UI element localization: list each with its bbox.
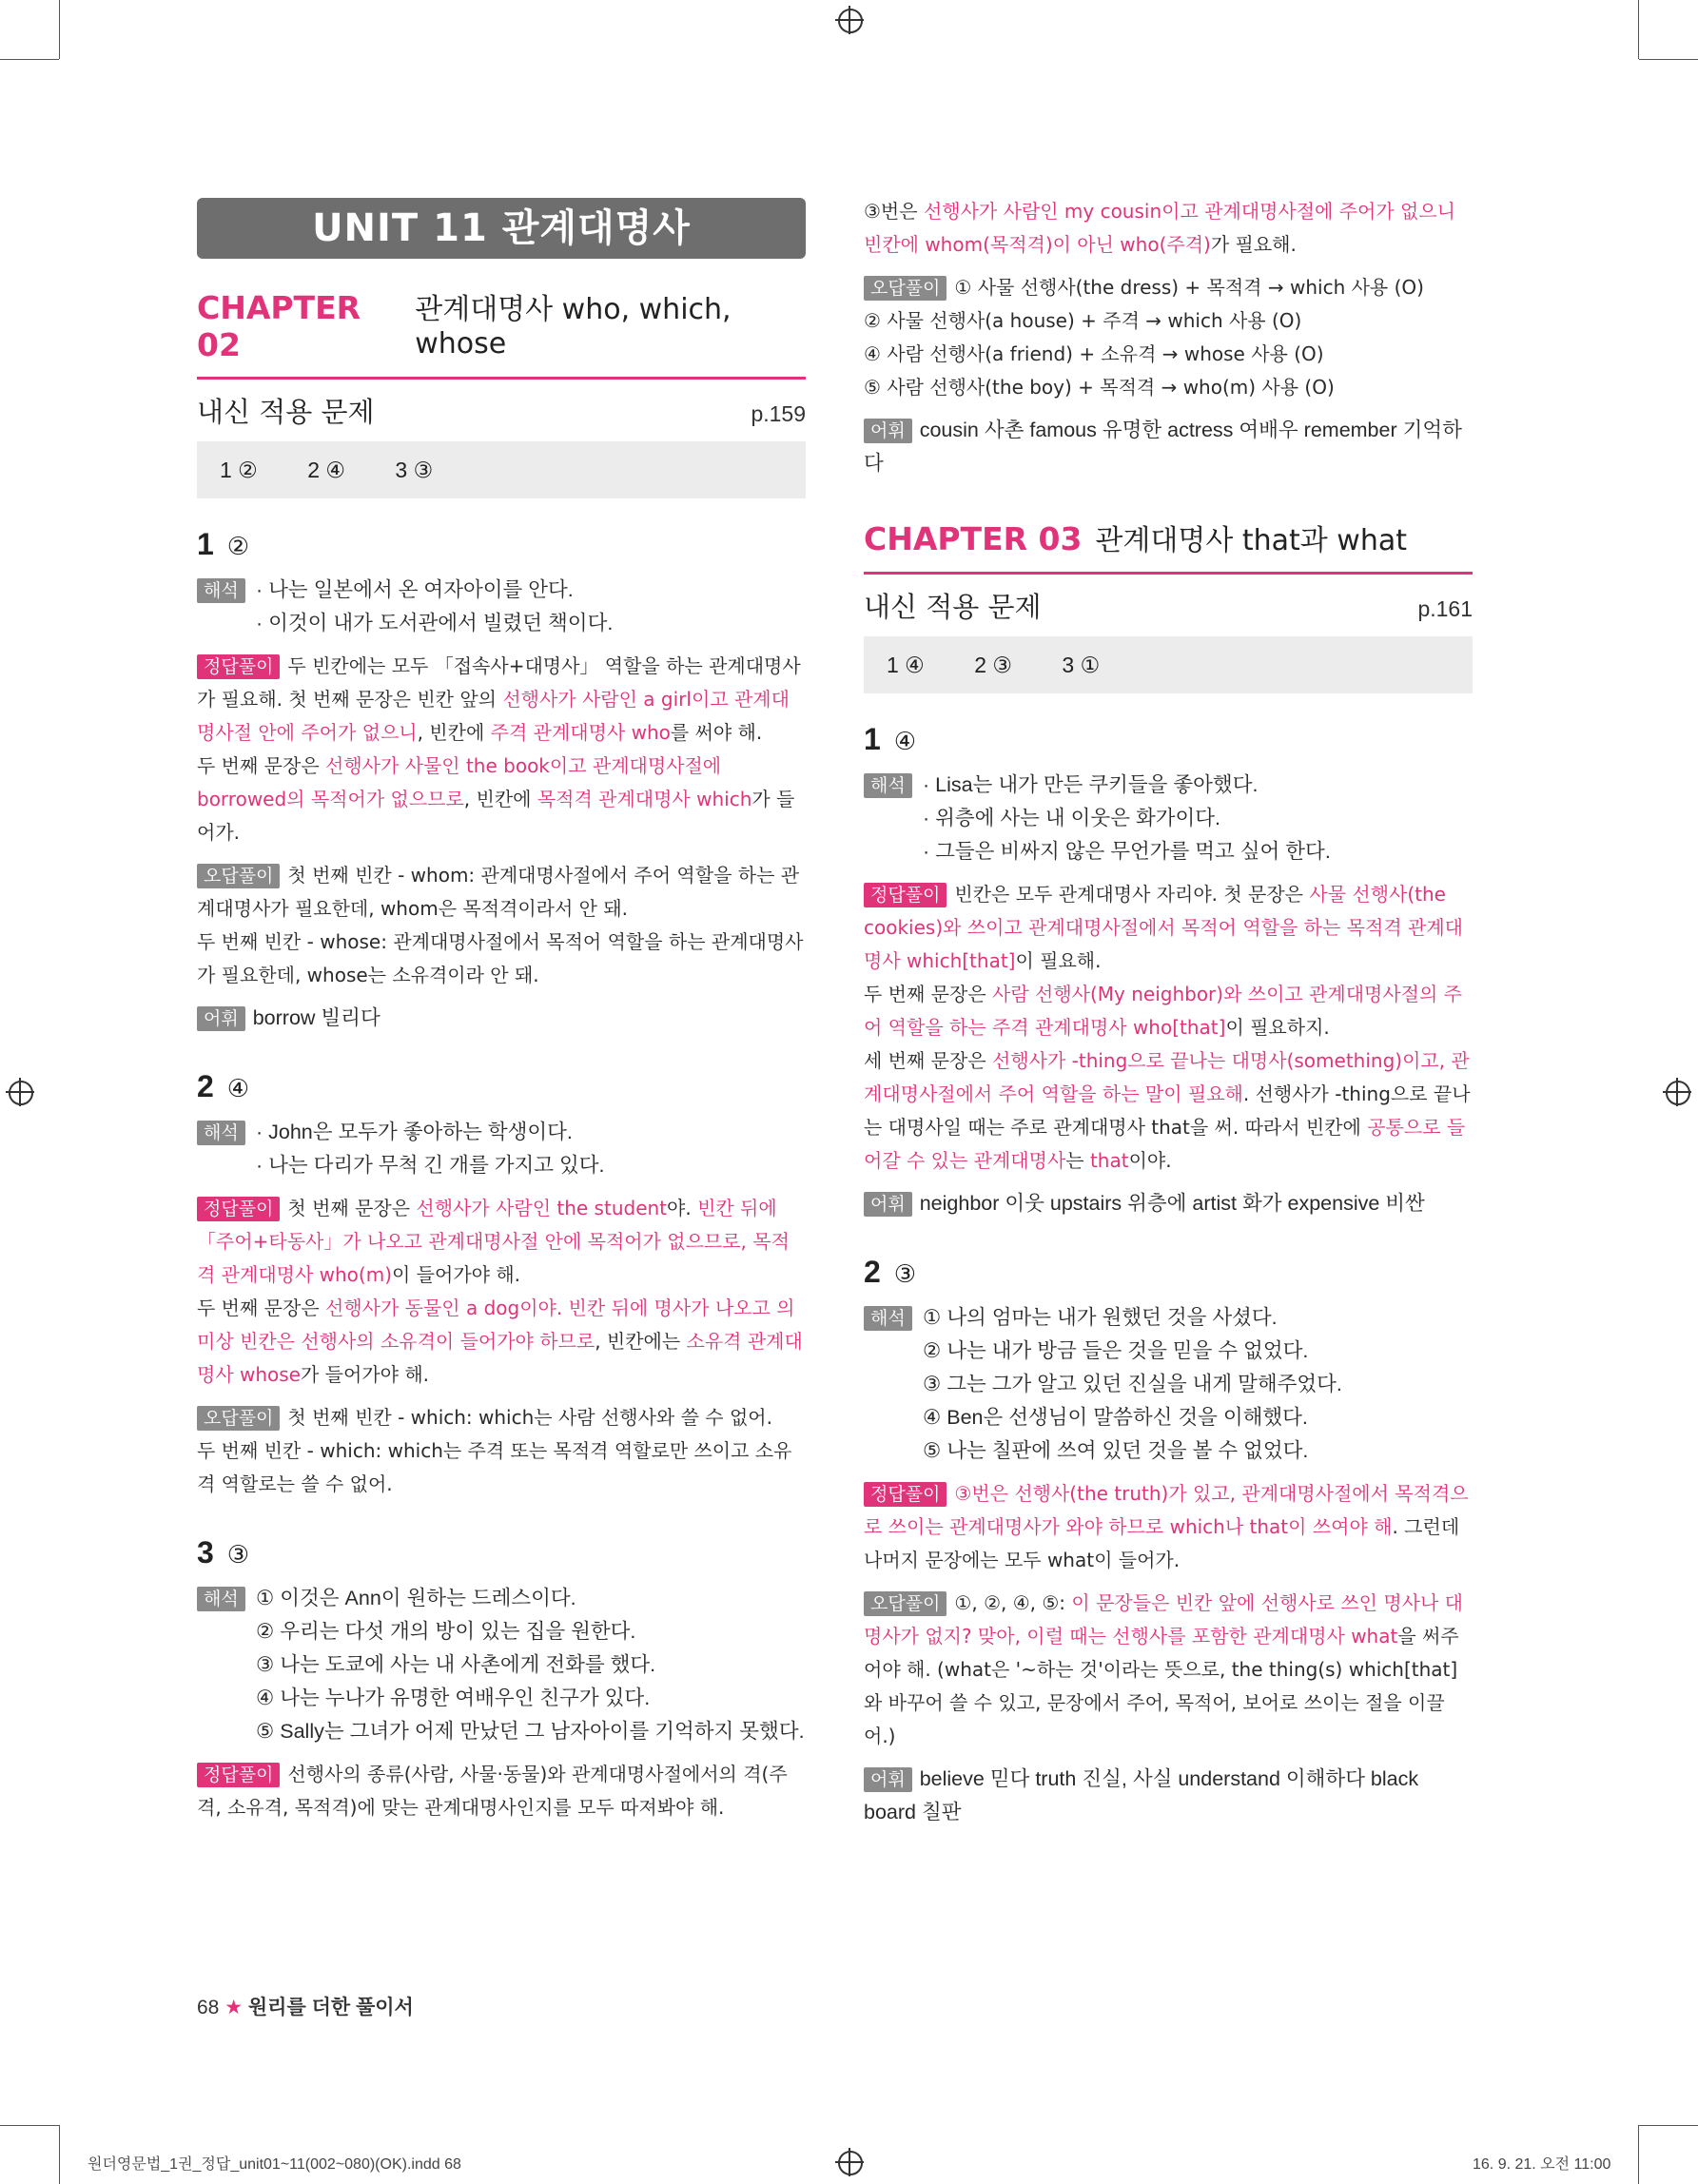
crop-mark-bottom-left-v	[59, 2125, 60, 2184]
print-slug-file: 원더영문법_1권_정답_unit01~11(002~080)(OK).indd 68	[88, 2156, 461, 2173]
section-header	[864, 586, 1473, 625]
solution-text: 이 필요하지.	[1225, 1016, 1330, 1039]
wrong-answer-text: 첫 번째 빈칸 - whom: 관계대명사절에서 주어 역할을 하는 관계대명사가 필요한데, whom은 목적격이라서 안 돼.	[197, 864, 800, 920]
answer-mark: ④	[226, 1074, 250, 1102]
wrong-answer-tag: 오답풀이	[864, 276, 947, 301]
vocab-text: believe 믿다 truth 진실, 사실 understand 이해하다 black board 칠판	[864, 1767, 1419, 1823]
translation-line: ⑤ Sally는 그녀가 어제 만났던 그 남자아이를 기억하지 못했다.	[256, 1720, 805, 1743]
translation-block	[197, 574, 806, 640]
translation-line: · 위층에 사는 내 이웃은 화가이다.	[923, 807, 1220, 829]
wrong-answer-text: ①, ②, ④, ⑤:	[954, 1591, 1072, 1614]
solution-paragraph	[197, 1192, 806, 1292]
solution-text: 두 번째 문장은	[864, 983, 992, 1005]
chapter-number: CHAPTER 02	[197, 289, 361, 363]
answer-key-item: 2 ③	[974, 653, 1013, 677]
solution-text: 첫 번째 문장은	[287, 1197, 417, 1219]
vocab-line	[864, 1763, 1473, 1829]
question-number: 2	[197, 1069, 214, 1103]
translation-line: ① 나의 엄마는 내가 원했던 것을 사셨다.	[923, 1306, 1278, 1329]
answer-mark: ③	[893, 1259, 917, 1288]
translation-line: ② 우리는 다섯 개의 방이 있는 집을 원한다.	[256, 1620, 636, 1643]
solution-highlight: ③번은 선행사(the truth)가 있고, 관계대명사절에서 목적격으로 쓰이는 관계대명사가 와야 하므로 which나 that이 쓰여야 해	[864, 1482, 1469, 1538]
translation-line: · John은 모두가 좋아하는 학생이다.	[256, 1121, 573, 1143]
section-title: 내신 적용 문제	[864, 591, 1042, 623]
solution-highlight: 공통으로 들어갈 수 있는 관계대명사	[864, 1116, 1466, 1172]
solution-text: . 선행사가 -thing으로 끝나는 대명사일 때는 주로 관계대명사 that을 써. 따라서 빈칸에	[864, 1082, 1471, 1139]
solution-paragraph	[197, 1758, 806, 1824]
answer-mark: ④	[893, 727, 917, 755]
crop-mark-bottom-left-h	[0, 2125, 59, 2126]
solution-highlight: 선행사가 -thing으로 끝나는 대명사(something)이고, 관계대명사절에서 주어 역할을 하는 말이 필요해	[864, 1049, 1470, 1105]
question-heading	[197, 527, 806, 562]
translation-tag: 해석	[864, 1306, 912, 1331]
solution-text: , 빈칸에는	[595, 1330, 687, 1353]
solution-text: 가 들어가야 해.	[301, 1363, 429, 1386]
solution-text: 이 들어가야 해.	[392, 1263, 520, 1286]
question-heading	[197, 1535, 806, 1570]
vocab-tag: 어휘	[864, 1767, 912, 1792]
solution-paragraph	[197, 650, 806, 750]
answer-key-bar	[197, 441, 806, 498]
book-title: 원리를 더한 풀이서	[247, 1997, 414, 2018]
solution-paragraph	[864, 1477, 1473, 1577]
translation-line: · 나는 다리가 무척 긴 개를 가지고 있다.	[256, 1154, 605, 1177]
print-slug-date: 16. 9. 21. 오전 11:00	[1473, 2156, 1611, 2173]
solution-highlight: 선행사가 사람인 a girl이고 관계대명사절 안에 주어가 없으니	[197, 688, 790, 744]
vocab-line	[197, 1002, 806, 1035]
translation-line: · 이것이 내가 도서관에서 빌렸던 책이다.	[256, 612, 614, 634]
solution-paragraph	[864, 978, 1473, 1044]
solution-tag: 정답풀이	[197, 654, 280, 679]
solution-tag: 정답풀이	[197, 1197, 280, 1221]
wrong-answer-item: ② 사물 선행사(a house) + 주격 → which 사용 (O)	[864, 309, 1302, 332]
registration-mark-bottom	[835, 2148, 864, 2176]
translation-line: · Lisa는 내가 만든 쿠키들을 좋아했다.	[923, 773, 1259, 796]
crop-mark-top-left-h	[0, 59, 59, 60]
solution-text: 야.	[667, 1197, 698, 1219]
solution-text: ③번은	[864, 200, 924, 223]
solution-text: 가 들어가.	[197, 788, 795, 844]
unit-banner: UNIT 11 관계대명사	[197, 198, 806, 259]
solution-text: 두 번째 문장은	[197, 1297, 325, 1319]
solution-text: 는	[1065, 1149, 1090, 1172]
solution-highlight: 주격 관계대명사 who	[490, 721, 671, 744]
translation-line: ③ 그는 그가 알고 있던 진실을 내게 말해주었다.	[923, 1373, 1342, 1395]
solution-highlight: 사물 선행사(the cookies)와 쓰이고 관계대명사절에서 목적어 역할을 하는 목적격 관계대명사 which[that]	[864, 883, 1463, 972]
solution-tag: 정답풀이	[864, 1482, 947, 1507]
wrong-answer-item: ④ 사람 선행사(a friend) + 소유격 → whose 사용 (O)	[864, 342, 1324, 365]
wrong-answer-list	[864, 271, 1473, 404]
wrong-answer-paragraph	[197, 1434, 806, 1501]
question-heading	[864, 722, 1473, 757]
translation-block	[864, 1301, 1473, 1468]
solution-text: 두 빈칸에는 모두 「접속사+대명사」 역할을 하는 관계대명사가 필요해. 첫 번째 문장은 빈칸 앞의	[197, 654, 801, 711]
wrong-answer-highlight: 이 문장들은 빈칸 앞에 선행사로 쓰인 명사나 대명사가 없지? 맞아, 이럴 때는 선행사를 포함한 관계대명사 what	[864, 1591, 1463, 1648]
solution-paragraph	[864, 1044, 1473, 1178]
section-header	[197, 391, 806, 430]
vocab-text: neighbor 이웃 upstairs 위층에 artist 화가 expensive 비싼	[919, 1192, 1425, 1215]
translation-tag: 해석	[197, 578, 245, 603]
solution-highlight: 목적격 관계대명사 which	[537, 788, 752, 810]
answer-mark: ③	[226, 1540, 250, 1569]
solution-text: 가 필요해.	[1210, 233, 1297, 256]
translation-tag: 해석	[197, 1121, 245, 1145]
page-footer	[197, 1992, 414, 2020]
solution-tag: 정답풀이	[864, 883, 947, 907]
solution-paragraph	[864, 878, 1473, 978]
answer-key-item: 2 ④	[307, 458, 346, 482]
chapter-title: 관계대명사 who, which, whose	[415, 293, 732, 361]
chapter-heading	[864, 517, 1473, 558]
registration-mark-top	[835, 6, 864, 34]
star-icon: ★	[224, 1997, 244, 2018]
chapter-divider	[197, 377, 806, 380]
solution-continued	[864, 195, 1473, 262]
solution-text: 두 번째 문장은	[197, 754, 325, 777]
translation-line: ④ 나는 누나가 유명한 여배우인 친구가 있다.	[256, 1687, 651, 1709]
translation-line: ③ 나는 도쿄에 사는 내 사촌에게 전화를 했다.	[256, 1653, 656, 1676]
crop-mark-bottom-right-h	[1639, 2125, 1698, 2126]
translation-line: ④ Ben은 선생님이 말씀하신 것을 이해했다.	[923, 1406, 1308, 1429]
chapter-heading	[197, 285, 806, 363]
question-number: 2	[864, 1255, 881, 1289]
answer-key-item: 3 ①	[1062, 653, 1101, 677]
right-column	[864, 195, 1473, 1829]
wrong-answer-text: 두 번째 빈칸 - whose: 관계대명사절에서 목적어 역할을 하는 관계대명사가 필요한데, whose는 소유격이라 안 돼.	[197, 930, 804, 986]
registration-mark-right	[1663, 1078, 1691, 1106]
solution-highlight: 선행사가 사물인 the book이고 관계대명사절에 borrowed의 목적어가 없으므로	[197, 754, 722, 810]
wrong-answer-text: 을 써주어야 해. (what은 '~하는 것'이라는 뜻으로, the thing(s) which[that]와 바꾸어 쓸 수 있고, 문장에서 주어, 목적어, 보어로 쓰이는 절을 이끌어.)	[864, 1625, 1459, 1747]
wrong-answer-item: ⑤ 사람 선행사(the boy) + 목적격 → who(m) 사용 (O)	[864, 376, 1335, 399]
chapter-divider	[864, 572, 1473, 575]
crop-mark-top-right-v	[1638, 0, 1639, 59]
vocab-tag: 어휘	[864, 419, 912, 443]
question-heading	[197, 1069, 806, 1104]
wrong-answer-tag: 오답풀이	[864, 1591, 947, 1616]
solution-highlight: that	[1089, 1149, 1129, 1172]
wrong-answer-tag: 오답풀이	[197, 864, 280, 888]
chapter-number: CHAPTER 03	[864, 520, 1083, 557]
translation-tag: 해석	[864, 773, 912, 798]
solution-text: 세 번째 문장은	[864, 1049, 992, 1072]
solution-highlight: 사람 선행사(My neighbor)와 쓰이고 관계대명사절의 주어 역할을 하는 주격 관계대명사 who[that]	[864, 983, 1462, 1039]
answer-mark: ②	[226, 532, 250, 560]
translation-block	[197, 1582, 806, 1748]
solution-text: . 그런데 나머지 문장에는 모두 what이 들어가.	[864, 1515, 1460, 1571]
translation-tag: 해석	[197, 1587, 245, 1611]
question-number: 3	[197, 1535, 214, 1570]
solution-text: 이 필요해.	[1015, 949, 1102, 972]
answer-key-item: 1 ②	[220, 458, 258, 482]
wrong-answer-paragraph	[197, 1401, 806, 1434]
solution-paragraph	[197, 1292, 806, 1392]
answer-key-item: 3 ③	[395, 458, 434, 482]
translation-line: ⑤ 나는 칠판에 쓰여 있던 것을 볼 수 없었다.	[923, 1439, 1309, 1462]
vocab-line	[864, 414, 1473, 480]
wrong-answer-text: 첫 번째 빈칸 - which: which는 사람 선행사와 쓸 수 없어.	[287, 1406, 772, 1429]
vocab-text: borrow 빌리다	[252, 1006, 381, 1029]
solution-highlight: 빈칸 뒤에 「주어+타동사」가 나오고 관계대명사절 안에 목적어가 없으므로, 목적격 관계대명사 who(m)	[197, 1197, 790, 1286]
vocab-tag: 어휘	[197, 1006, 245, 1031]
vocab-tag: 어휘	[864, 1192, 912, 1217]
translation-line: · 나는 일본에서 온 여자아이를 안다.	[256, 578, 574, 601]
wrong-answer-item: ① 사물 선행사(the dress) + 목적격 → which 사용 (O)	[954, 276, 1424, 299]
question-number: 1	[864, 722, 881, 756]
left-column	[197, 198, 806, 1824]
wrong-answer-paragraph	[864, 1587, 1473, 1753]
translation-line: · 그들은 비싸지 않은 무언가를 먹고 싶어 한다.	[923, 840, 1331, 863]
wrong-answer-paragraph	[197, 859, 806, 926]
solution-highlight: 선행사가 사람인 the student	[416, 1197, 668, 1219]
translation-block	[864, 769, 1473, 868]
answer-key-bar	[864, 636, 1473, 693]
solution-highlight: 선행사가 동물인 a dog이야. 빈칸 뒤에 명사가 나오고 의미상 빈칸은 선행사의 소유격이 들어가야 하므로	[197, 1297, 795, 1353]
wrong-answer-text: 두 번째 빈칸 - which: which는 주격 또는 목적격 역할로만 쓰이고 소유격 역할로는 쓸 수 없어.	[197, 1439, 792, 1495]
solution-highlight: 선행사가 사람인 my cousin이고 관계대명사절에 주어가 없으니 빈칸에 whom(목적격)이 아닌 who(주격)	[864, 200, 1456, 256]
translation-line: ① 이것은 Ann이 원하는 드레스이다.	[256, 1587, 576, 1609]
translation-line: ② 나는 내가 방금 들은 것을 믿을 수 없었다.	[923, 1339, 1309, 1362]
translation-block	[197, 1116, 806, 1182]
wrong-answer-paragraph	[197, 926, 806, 992]
wrong-answer-tag: 오답풀이	[197, 1406, 280, 1431]
solution-paragraph	[197, 750, 806, 849]
solution-text: 선행사의 종류(사람, 사물·동물)와 관계대명사절에서의 격(주격, 소유격, 목적격)에 맞는 관계대명사인지를 모두 따져봐야 해.	[197, 1763, 788, 1819]
crop-mark-top-left-v	[59, 0, 60, 59]
solution-text: 를 써야 해.	[670, 721, 763, 744]
crop-mark-top-right-h	[1639, 59, 1698, 60]
solution-highlight: 소유격 관계대명사 whose	[197, 1330, 803, 1386]
crop-mark-bottom-right-v	[1638, 2125, 1639, 2184]
registration-mark-left	[6, 1078, 34, 1106]
section-page-ref: p.159	[751, 401, 806, 426]
question-heading	[864, 1255, 1473, 1290]
solution-tag: 정답풀이	[197, 1763, 280, 1787]
question-number: 1	[197, 527, 214, 561]
section-page-ref: p.161	[1417, 596, 1473, 621]
page-number: 68	[197, 1997, 220, 2018]
solution-text: 빈칸은 모두 관계대명사 자리야. 첫 문장은	[954, 883, 1310, 906]
vocab-text: cousin 사촌 famous 유명한 actress 여배우 remember 기억하다	[864, 419, 1462, 475]
vocab-line	[864, 1187, 1473, 1220]
chapter-title: 관계대명사 that과 what	[1095, 524, 1408, 557]
solution-text: 이야.	[1128, 1149, 1172, 1172]
solution-text: , 빈칸에	[417, 721, 491, 744]
section-title: 내신 적용 문제	[197, 396, 375, 428]
answer-key-item: 1 ④	[887, 653, 925, 677]
solution-text: , 빈칸에	[463, 788, 537, 810]
